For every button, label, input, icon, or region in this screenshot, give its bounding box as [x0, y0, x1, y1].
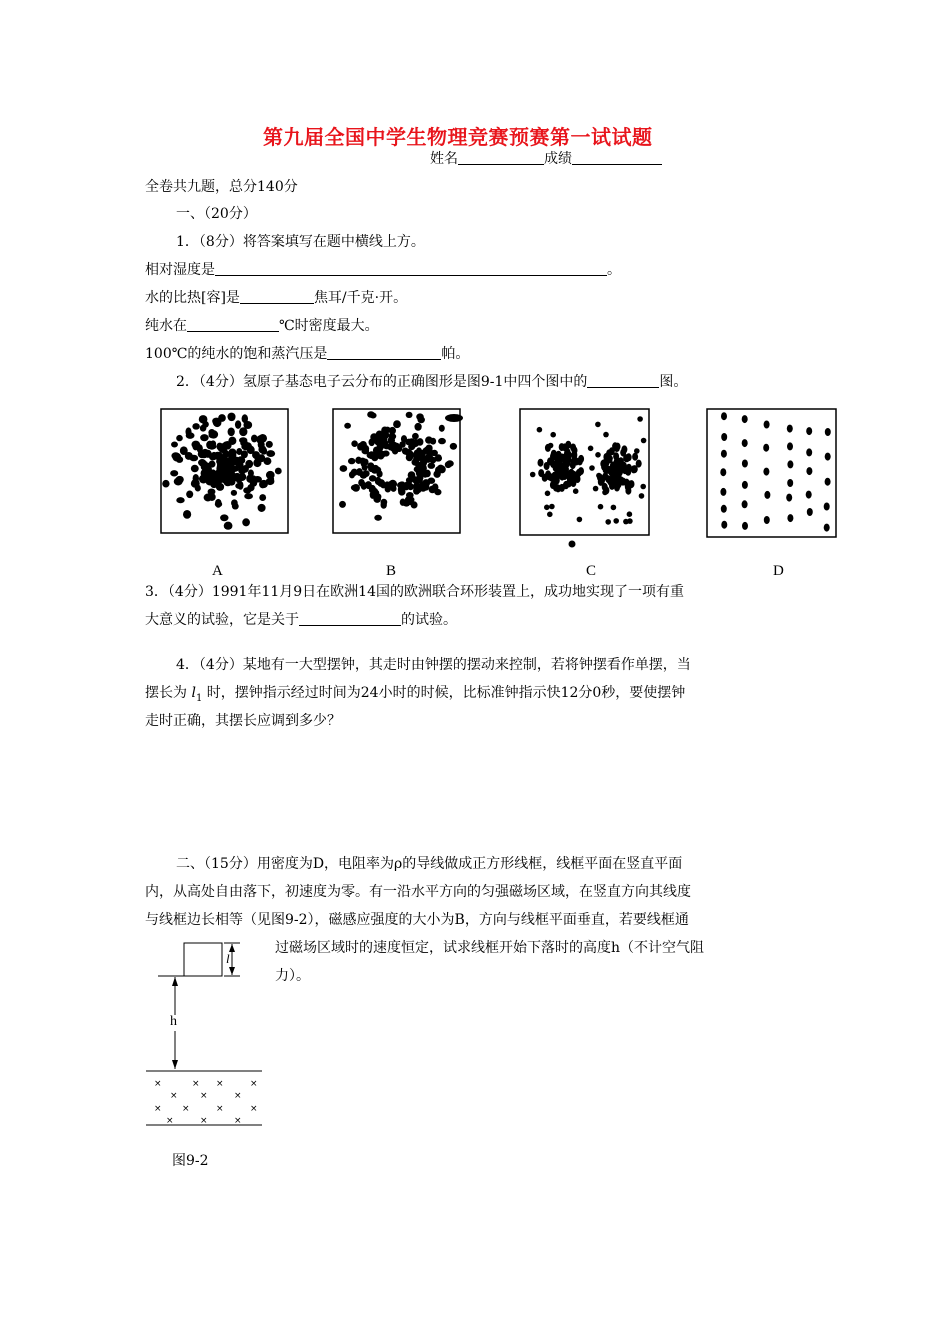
- field-cross-icon: ×: [166, 1116, 174, 1126]
- wire-frame: [184, 943, 222, 976]
- q2-suffix: 图。: [659, 374, 688, 390]
- fig-l-label: l: [226, 951, 230, 966]
- q1-a-prefix: 相对湿度是: [145, 262, 215, 278]
- fig-label-b: B: [386, 563, 397, 579]
- fig-label-d: D: [773, 563, 784, 579]
- field-cross-icon: ×: [154, 1079, 162, 1089]
- field-cross-icon: ×: [192, 1079, 200, 1089]
- field-cross-icon: ×: [234, 1091, 242, 1101]
- magnetic-field-marks: [154, 1079, 258, 1126]
- h-arrow-down: [172, 1060, 178, 1069]
- q3-prefix: 大意义的试验，它是关于: [145, 612, 299, 628]
- fig-label-c: C: [586, 563, 597, 579]
- name-label: 姓名: [430, 151, 458, 167]
- s2-line4: 过磁场区域时的速度恒定，试求线框开始下落时的高度h（不计空气阻: [275, 940, 705, 956]
- s2-line1: 二、（15分）用密度为D，电阻率为ρ的导线做成正方形线框，线框平面在竖直平面: [176, 856, 683, 872]
- field-cross-icon: ×: [216, 1104, 224, 1114]
- field-cross-icon: ×: [234, 1116, 242, 1126]
- q3-line1: 3．（4分）1991年11月9日在欧洲14国的欧洲联合环形装置上，成功地实现了一项有重: [145, 584, 684, 600]
- q4-variable-sub: 1: [195, 692, 203, 704]
- field-cross-icon: ×: [200, 1091, 208, 1101]
- field-cross-icon: ×: [250, 1079, 258, 1089]
- exam-intro: 全卷共九题，总分140分: [145, 179, 298, 195]
- q1-c-prefix: 纯水在: [145, 318, 187, 334]
- q3-suffix: 的试验。: [401, 612, 457, 628]
- q1-b-suffix: 焦耳/千克·开。: [313, 290, 408, 306]
- score-label: 成绩: [544, 151, 572, 167]
- fig-label-a: A: [212, 563, 223, 579]
- field-cross-icon: ×: [250, 1104, 258, 1114]
- q1-d-prefix: 100℃的纯水的饱和蒸汽压是: [145, 346, 328, 362]
- q4-prefix: 摆长为: [145, 685, 187, 701]
- q1-d-suffix: 帕。: [441, 346, 470, 362]
- s2-line5: 力）。: [275, 968, 310, 984]
- q4-variable: l: [191, 685, 196, 701]
- q4-line1: 4．（4分）某地有一大型摆钟，其走时由钟摆的摆动来控制，若将钟摆看作单摆，当: [176, 657, 691, 673]
- field-cross-icon: ×: [170, 1091, 178, 1101]
- page-title: 第九届全国中学生物理竞赛预赛第一试试题: [263, 125, 653, 149]
- fig-9-2-caption: 图9-2: [172, 1153, 209, 1169]
- l-arrow-down: [229, 967, 235, 975]
- s2-line2: 内，从高处自由落下，初速度为零。有一沿水平方向的匀强磁场区域，在竖直方向其线度: [145, 884, 691, 900]
- section1-header: 一、（20分）: [176, 206, 257, 222]
- field-cross-icon: ×: [154, 1104, 162, 1114]
- q1-b-prefix: 水的比热[容]是: [145, 290, 240, 306]
- q2-text: 2．（4分）氢原子基态电子云分布的正确图形是图9-1中四个图中的: [176, 374, 588, 390]
- field-cross-icon: ×: [182, 1104, 190, 1114]
- q1-c-suffix: ℃时密度最大。: [279, 318, 379, 334]
- q4-line3: 走时正确，其摆长应调到多少？: [145, 713, 341, 729]
- field-cross-icon: ×: [216, 1079, 224, 1089]
- q4-suffix: 时，摆钟指示经过时间为24小时的时候，比标准钟指示快12分0秒，要使摆钟: [206, 685, 686, 701]
- s2-line3: 与线框边长相等（见图9-2），磁感应强度的大小为B，方向与线框平面垂直，若要线框通: [145, 912, 689, 928]
- fig-h-label: h: [170, 1014, 177, 1029]
- q1-intro: 1．（8分）将答案填写在题中横线上方。: [176, 234, 425, 250]
- h-arrow-up: [172, 977, 178, 986]
- field-cross-icon: ×: [200, 1116, 208, 1126]
- q1-a-suffix: 。: [607, 262, 621, 278]
